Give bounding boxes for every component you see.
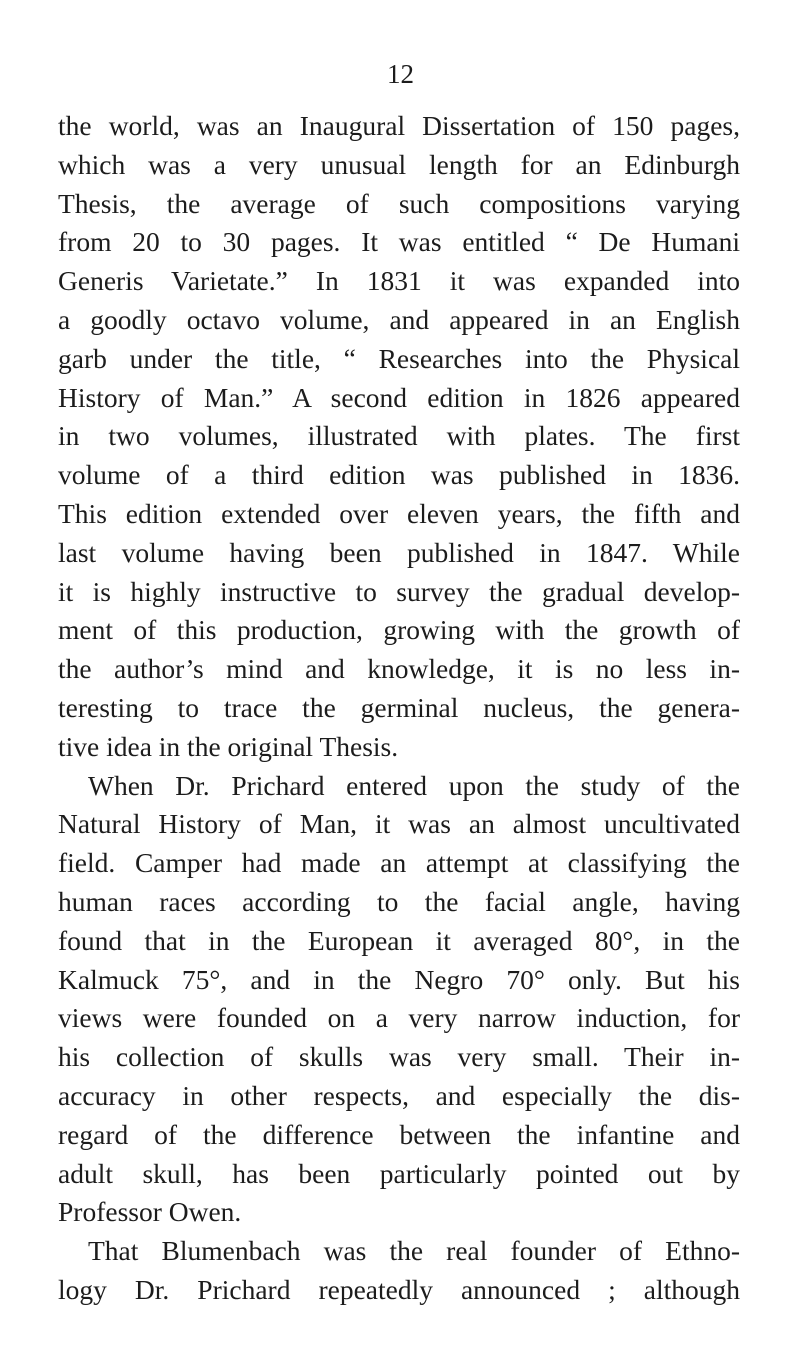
text-line: Thesis, the average of such compositions varying xyxy=(58,187,740,219)
text-line: the author’s mind and knowledge, it is no less in- xyxy=(58,653,740,685)
text-line: Professor Owen. xyxy=(58,1196,242,1228)
text-line: tive idea in the original Thesis. xyxy=(58,730,399,762)
text-line: That Blumenbach was the real founder of Ethno- xyxy=(88,1235,740,1267)
text-line: logy Dr. Prichard repeatedly announced ; although xyxy=(58,1273,740,1305)
paragraph xyxy=(58,1232,740,1310)
text-line: adult skull, has been particularly pointed out by xyxy=(58,1157,740,1189)
text-line: it is highly instructive to survey the gradual develop- xyxy=(58,575,740,607)
text-line: This edition extended over eleven years, the fifth and xyxy=(58,497,740,529)
text-line: volume of a third edition was published in 1836. xyxy=(58,459,740,491)
text-line: teresting to trace the germinal nucleus, the genera- xyxy=(58,691,740,723)
text-line: regard of the difference between the infantine and xyxy=(58,1118,740,1150)
text-line: History of Man.” A second edition in 1826 appeared xyxy=(58,381,740,413)
page-number: 12 xyxy=(387,59,414,89)
text-line: last volume having been published in 1847. While xyxy=(58,536,740,568)
text-line: Kalmuck 75°, and in the Negro 70° only. But his xyxy=(58,963,740,995)
text-line: the world, was an Inaugural Dissertation of 150 pages, xyxy=(58,110,740,141)
text-line: views were founded on a very narrow induction, for xyxy=(58,1002,740,1034)
text-line: accuracy in other respects, and especially the dis- xyxy=(58,1079,740,1111)
text-line: When Dr. Prichard entered upon the study of the xyxy=(88,769,740,801)
text-line: Natural History of Man, it was an almost uncultivated xyxy=(58,808,740,840)
text-line: a goodly octavo volume, and appeared in an English xyxy=(58,303,740,335)
text-line: garb under the title, “ Researches into the Physical xyxy=(58,342,740,374)
paragraph xyxy=(58,107,740,767)
text-line: in two volumes, illustrated with plates. The first xyxy=(58,420,740,452)
text-line: which was a very unusual length for an Edinburgh xyxy=(58,148,740,180)
text-line: field. Camper had made an attempt at classifying the xyxy=(58,847,740,879)
text-line: Generis Varietate.” In 1831 it was expanded into xyxy=(58,265,740,297)
text-line: ment of this production, growing with the growth of xyxy=(58,614,740,646)
text-line: found that in the European it averaged 80°, in the xyxy=(58,924,740,956)
text-line: from 20 to 30 pages. It was entitled “ De Humani xyxy=(58,226,740,258)
body-text xyxy=(58,107,740,1310)
text-line: human races according to the facial angle, having xyxy=(58,885,740,917)
text-line: his collection of skulls was very small. Their in- xyxy=(58,1041,740,1073)
paragraph xyxy=(58,767,740,1233)
